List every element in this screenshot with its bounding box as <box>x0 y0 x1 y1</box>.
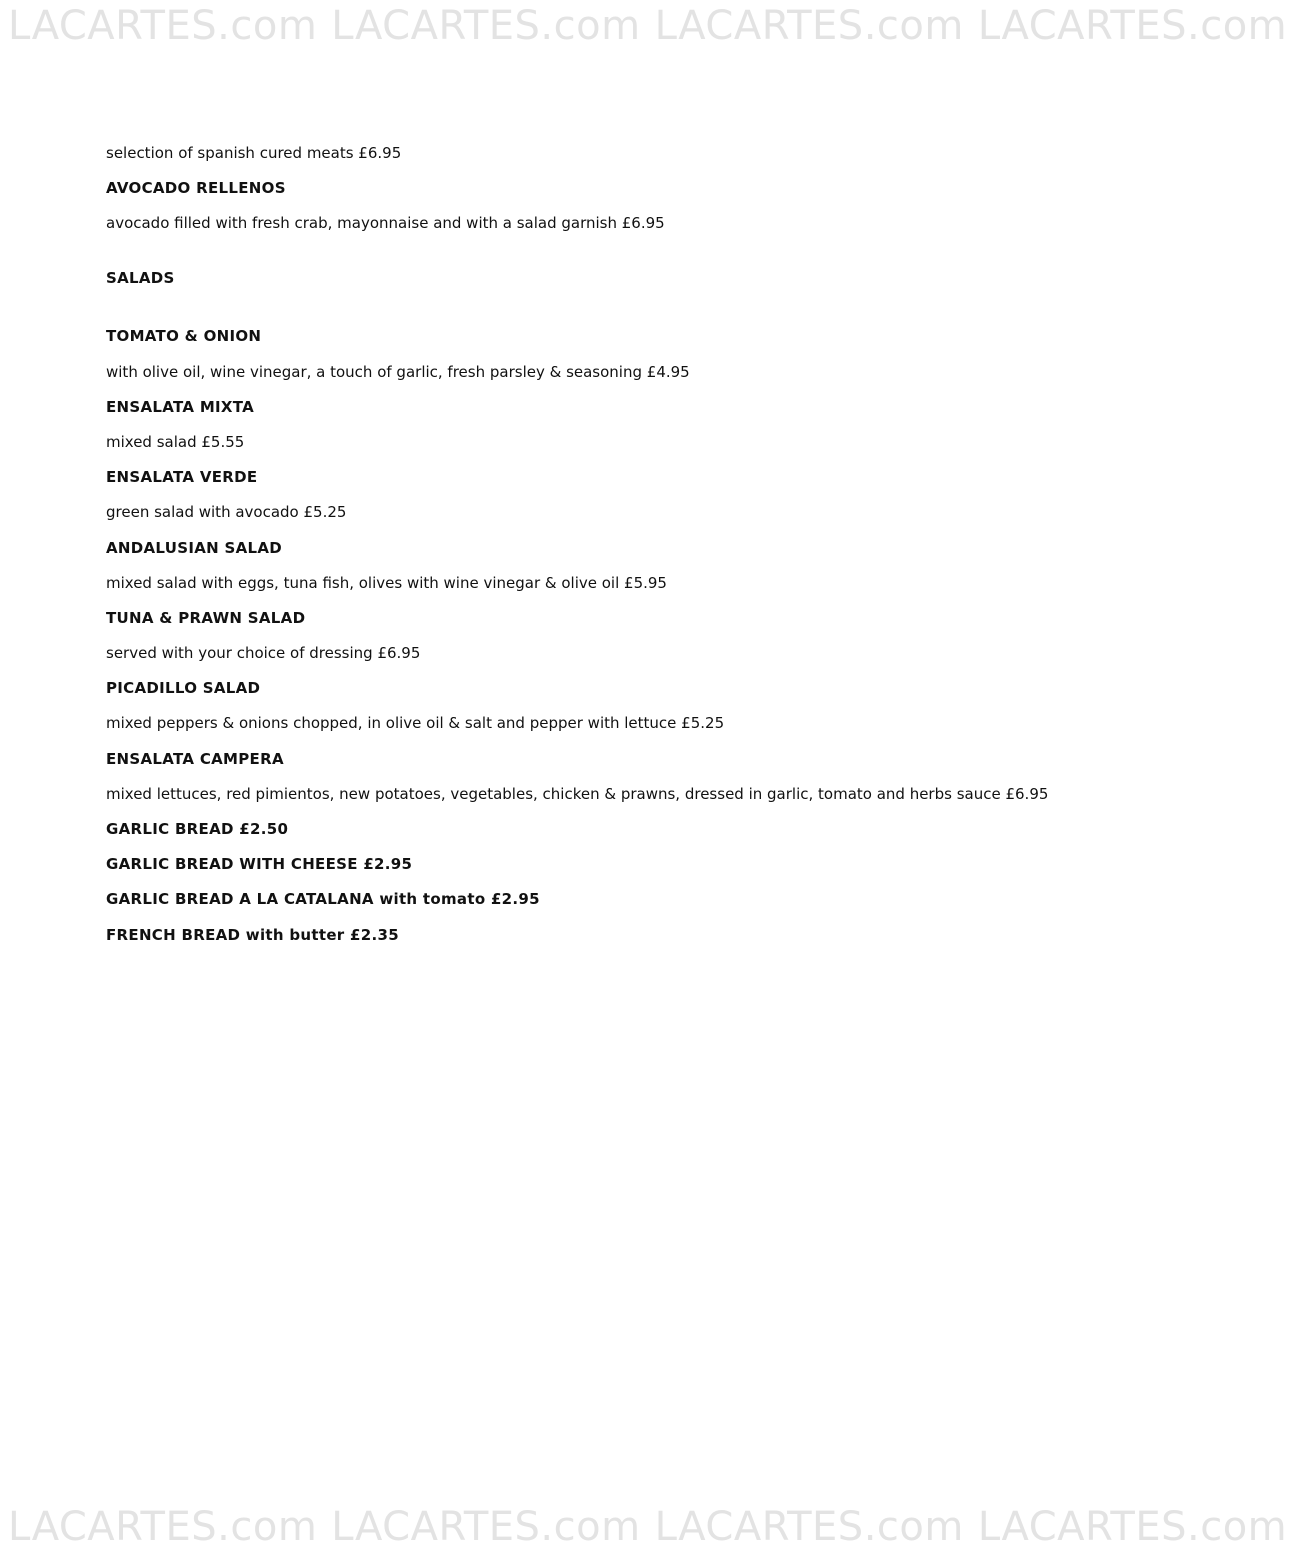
menu-item-description: mixed salad with eggs, tuna fish, olives with wine vinegar & olive oil £5.95 <box>106 573 667 592</box>
menu-item-title: GARLIC BREAD A LA CATALANA with tomato £2.95 <box>106 890 540 909</box>
menu-item-title: GARLIC BREAD £2.50 <box>106 820 289 838</box>
watermark-bottom <box>8 1503 1288 1551</box>
menu-item-description: mixed lettuces, red pimientos, new potatoes, vegetables, chicken & prawns, dressed in garlic, tomato and herbs sauce £6.95 <box>106 784 1049 803</box>
menu-line: selection of spanish cured meats £6.95 <box>106 144 402 162</box>
watermark-text: LACARTES.com <box>8 3 318 49</box>
menu-item-description: mixed peppers & onions chopped, in olive oil & salt and pepper with lettuce £5.25 <box>106 714 725 733</box>
watermark-text: LACARTES.com <box>8 1504 318 1550</box>
menu-item-title: ANDALUSIAN SALAD <box>106 538 283 557</box>
menu-item-description: with olive oil, wine vinegar, a touch of garlic, fresh parsley & seasoning £4.95 <box>106 362 690 381</box>
menu-item-description: mixed salad £5.55 <box>106 432 245 451</box>
watermark-text: LACARTES.com <box>331 1504 641 1550</box>
menu-item-title: GARLIC BREAD WITH CHEESE £2.95 <box>106 855 413 874</box>
menu-item-description: served with your choice of dressing £6.95 <box>106 644 421 663</box>
menu-page <box>106 143 1166 960</box>
menu-item-title: ENSALATA CAMPERA <box>106 749 284 768</box>
menu-item-title: ENSALATA VERDE <box>106 468 258 487</box>
section-title: SALADS <box>106 269 175 288</box>
watermark-text: LACARTES.com <box>331 3 641 49</box>
watermark-text: LACARTES.com <box>977 3 1288 49</box>
watermark-text: LACARTES.com <box>654 3 964 49</box>
menu-item-description: green salad with avocado £5.25 <box>106 503 347 522</box>
menu-item-description: avocado filled with fresh crab, mayonnaise and with a salad garnish £6.95 <box>106 214 665 233</box>
menu-item-title: ENSALATA MIXTA <box>106 397 255 416</box>
menu-item-title: TUNA & PRAWN SALAD <box>106 608 306 627</box>
watermark-text: LACARTES.com <box>977 1504 1288 1550</box>
watermark-top <box>8 2 1288 50</box>
menu-item-title: AVOCADO RELLENOS <box>106 179 286 198</box>
menu-item-title: FRENCH BREAD with butter £2.35 <box>106 925 399 944</box>
menu-item-title: TOMATO & ONION <box>106 327 262 346</box>
menu-item-title: PICADILLO SALAD <box>106 679 261 698</box>
watermark-text: LACARTES.com <box>654 1504 964 1550</box>
